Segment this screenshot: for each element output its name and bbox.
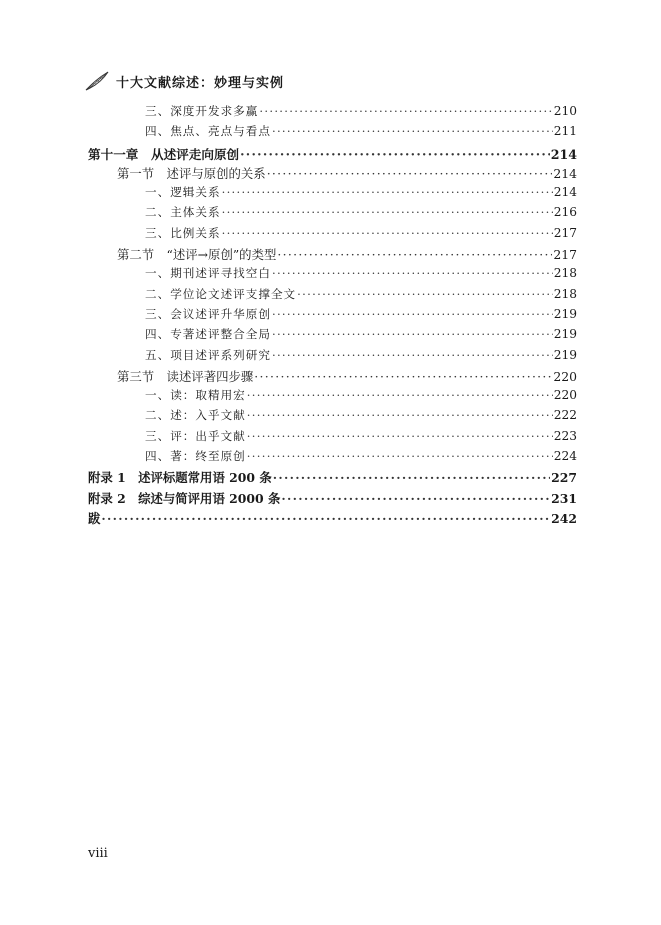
toc-entry[interactable] [88,286,577,306]
dot-leader [222,185,553,199]
toc-entry-label: 四、著：终至原创 [145,449,246,464]
table-of-contents [88,103,577,529]
toc-entry-label: 五、项目述评系列研究 [145,347,271,362]
toc-entry-label: 三、比例关系 [145,225,221,240]
dot-leader [281,491,550,506]
toc-entry[interactable] [88,144,577,164]
toc-entry[interactable] [88,347,577,367]
toc-entry-page: 219 [553,306,577,321]
toc-entry-page: 227 [551,470,577,486]
toc-entry-label: 第二节 “述评→原创”的类型 [117,247,277,263]
toc-entry[interactable] [88,509,577,529]
dot-leader [254,369,552,384]
toc-entry[interactable] [88,387,577,407]
toc-entry[interactable] [88,326,577,346]
toc-entry-label: 附录 2 综述与简评用语 2000 条 [88,490,281,506]
dot-leader [272,124,553,138]
toc-entry-page: 220 [553,388,577,403]
toc-entry-label: 二、述：入乎文献 [145,408,246,423]
toc-entry[interactable] [88,225,577,245]
toc-entry-page: 214 [553,165,577,181]
toc-entry[interactable] [88,428,577,448]
toc-entry-label: 二、学位论文述评支撑全文 [145,286,297,301]
toc-entry[interactable] [88,265,577,285]
dot-leader [272,266,553,280]
toc-entry-page: 223 [553,428,577,443]
dot-leader [222,226,553,240]
dot-leader [222,205,553,219]
dot-leader [297,287,553,301]
toc-entry[interactable] [88,184,577,204]
dot-leader [272,327,553,341]
toc-entry-label: 三、深度开发求多赢 [145,104,259,118]
toc-entry[interactable] [88,468,577,488]
dot-leader [273,470,550,485]
dot-leader [267,166,553,181]
dot-leader [259,104,552,118]
toc-entry-label: 第三节 读述评著四步骤 [117,368,254,384]
toc-entry-label: 一、逻辑关系 [145,185,221,200]
page-number: viii [88,846,108,861]
toc-entry-label: 一、期刊述评寻找空白 [145,266,271,281]
toc-entry-label: 二、主体关系 [145,205,221,220]
toc-entry-page: 216 [553,205,577,220]
toc-entry-label: 三、评：出乎文献 [145,428,246,443]
toc-entry[interactable] [88,367,577,387]
toc-entry-page: 211 [553,124,577,139]
toc-entry-page: 218 [553,286,577,301]
dot-leader [240,147,550,162]
running-header [84,70,284,92]
toc-entry-page: 242 [551,510,577,526]
toc-entry-label: 四、专著述评整合全局 [145,327,271,342]
toc-entry-label: 附录 1 述评标题常用语 200 条 [88,470,272,486]
dot-leader [247,388,553,402]
toc-entry-page: 217 [553,225,577,240]
toc-entry-page: 224 [553,449,577,464]
toc-entry-page: 214 [553,185,577,200]
dot-leader [101,511,550,526]
toc-entry-label: 四、焦点、亮点与看点 [145,124,271,139]
toc-entry-label: 第十一章 从述评走向原创 [88,146,240,162]
toc-entry[interactable] [88,204,577,224]
toc-entry-label: 三、会议述评升华原创 [145,306,271,321]
toc-entry[interactable] [88,123,577,143]
toc-entry-page: 218 [553,266,577,281]
toc-entry[interactable] [88,448,577,468]
toc-entry-page: 219 [553,347,577,362]
toc-entry-label: 跋 [88,510,101,526]
toc-entry-page: 231 [551,490,577,506]
toc-entry[interactable] [88,245,577,265]
toc-entry[interactable] [88,164,577,184]
dot-leader [247,429,553,443]
dot-leader [277,247,552,262]
dot-leader [247,449,553,463]
toc-entry-page: 217 [553,247,577,263]
dot-leader [272,307,553,321]
toc-entry-page: 220 [553,368,577,384]
toc-entry-page: 222 [553,408,577,423]
toc-entry[interactable] [88,407,577,427]
toc-entry[interactable] [88,489,577,509]
toc-entry-page: 210 [553,104,577,118]
toc-entry-label: 一、读：取精用宏 [145,388,246,403]
toc-entry[interactable] [88,306,577,326]
dot-leader [272,348,553,362]
header-title: 十大文献综述：妙理与实例 [116,75,285,91]
toc-entry-label: 第一节 述评与原创的关系 [117,165,266,181]
toc-entry[interactable] [88,103,577,123]
quill-icon [84,70,110,92]
toc-entry-page: 214 [550,146,577,162]
toc-entry-page: 219 [553,327,577,342]
dot-leader [247,408,553,422]
